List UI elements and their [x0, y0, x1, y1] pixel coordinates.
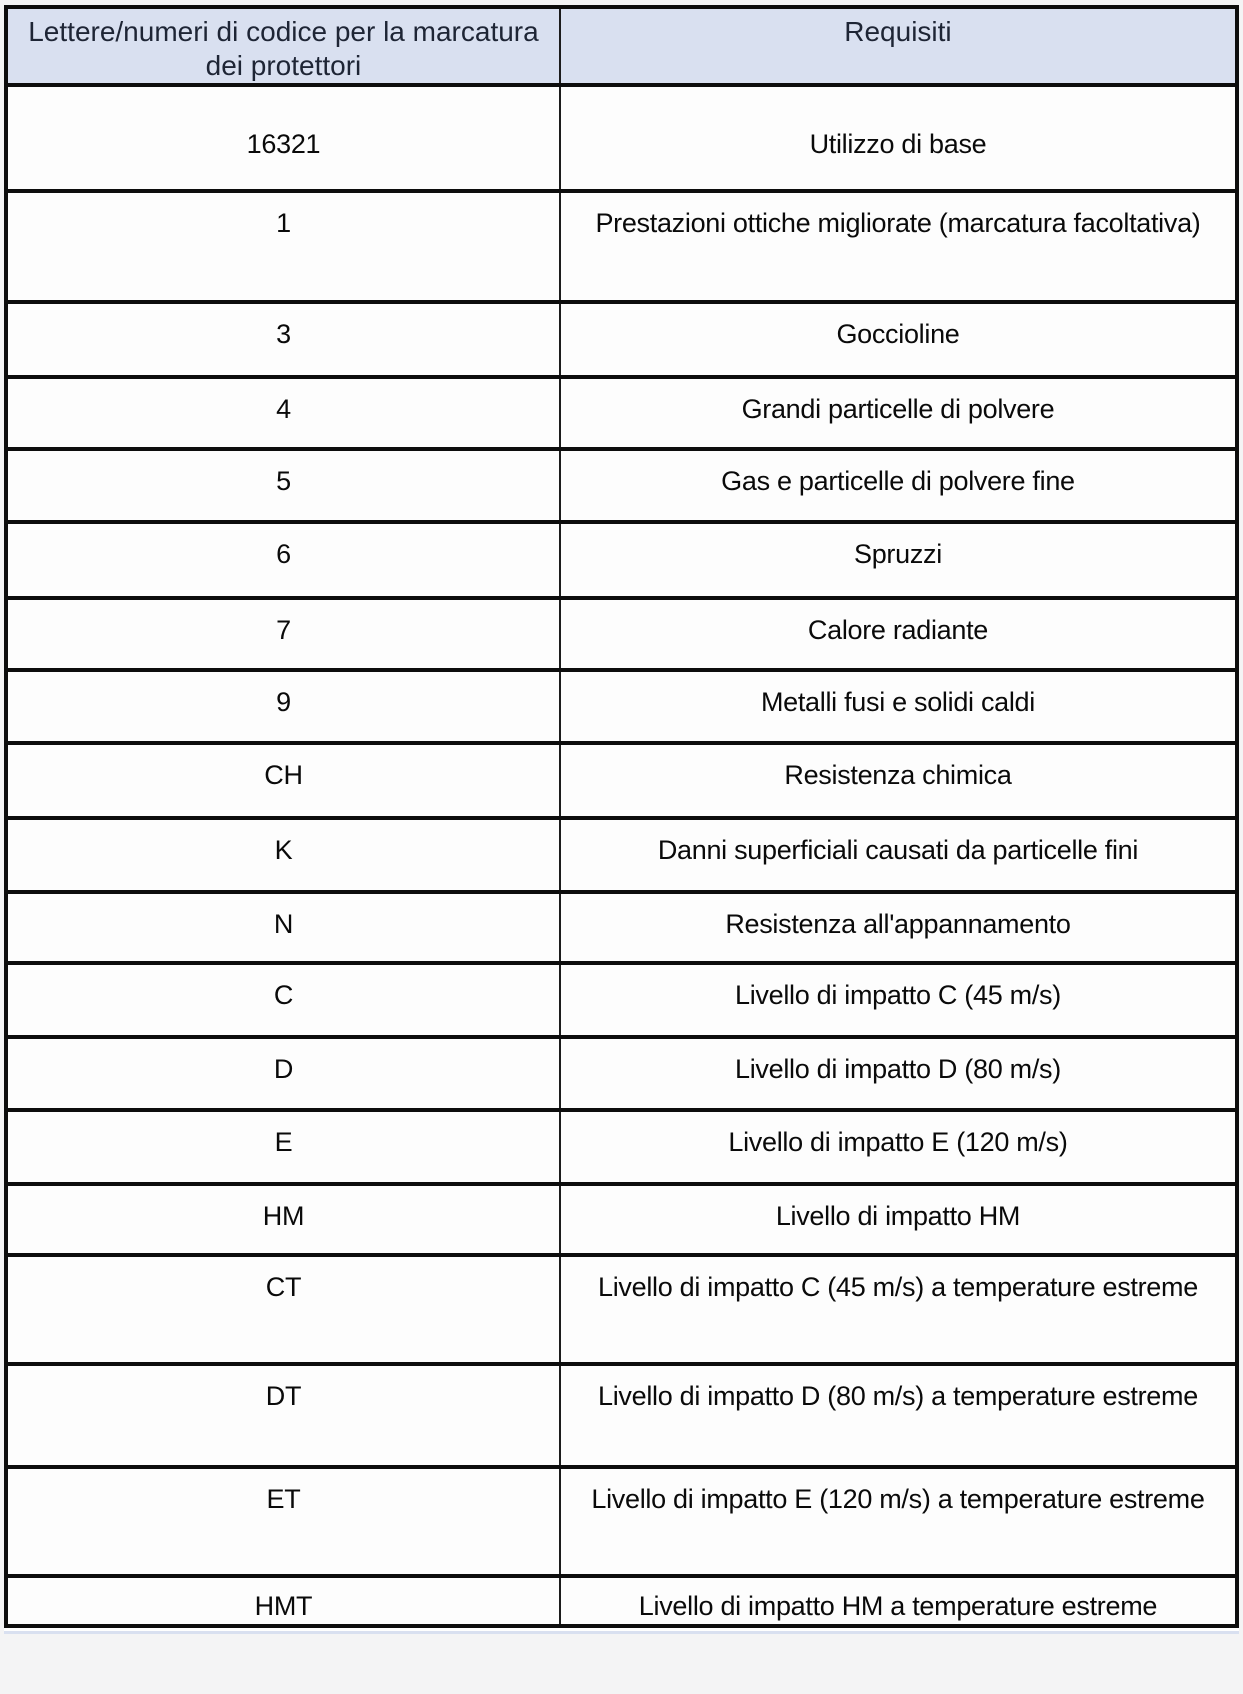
table-row	[6, 892, 1237, 963]
code-cell: C	[6, 963, 560, 1037]
requirement-cell: Utilizzo di base	[560, 85, 1237, 191]
next-table-edge	[4, 1631, 1239, 1634]
code-cell: K	[6, 818, 560, 892]
code-cell: HMT	[6, 1576, 560, 1626]
code-cell: N	[6, 892, 560, 963]
requirement-cell: Gas e particelle di polvere fine	[560, 449, 1237, 522]
requirement-cell: Livello di impatto C (45 m/s)	[560, 963, 1237, 1037]
requirement-cell: Grandi particelle di polvere	[560, 377, 1237, 449]
requirement-cell: Livello di impatto HM a temperature estreme	[560, 1576, 1237, 1626]
table-row	[6, 449, 1237, 522]
code-cell: CT	[6, 1255, 560, 1364]
requirement-cell: Livello di impatto E (120 m/s) a temperature estreme	[560, 1467, 1237, 1576]
requirement-cell: Livello di impatto E (120 m/s)	[560, 1110, 1237, 1184]
code-cell: CH	[6, 743, 560, 818]
table-row	[6, 191, 1237, 302]
table-row	[6, 1364, 1237, 1467]
table-row	[6, 377, 1237, 449]
table-row	[6, 598, 1237, 670]
header-codes-column: Lettere/numeri di codice per la marcatura dei protettori	[6, 7, 560, 85]
header-row	[6, 7, 1237, 85]
code-cell: DT	[6, 1364, 560, 1467]
requirement-cell: Danni superficiali causati da particelle fini	[560, 818, 1237, 892]
table-row	[6, 1255, 1237, 1364]
marking-codes-table	[4, 5, 1239, 1628]
code-cell: 9	[6, 670, 560, 743]
table-row	[6, 1184, 1237, 1255]
requirement-cell: Resistenza all'appannamento	[560, 892, 1237, 963]
code-cell: 6	[6, 522, 560, 598]
requirement-cell: Resistenza chimica	[560, 743, 1237, 818]
requirement-cell: Calore radiante	[560, 598, 1237, 670]
requirement-cell: Spruzzi	[560, 522, 1237, 598]
table-body	[6, 85, 1237, 1626]
code-cell: 1	[6, 191, 560, 302]
table-row	[6, 818, 1237, 892]
table-row	[6, 963, 1237, 1037]
header-requisiti-column: Requisiti	[560, 7, 1237, 85]
table-row	[6, 1037, 1237, 1110]
table-row	[6, 743, 1237, 818]
table-row	[6, 522, 1237, 598]
code-cell: 3	[6, 302, 560, 377]
code-cell: 16321	[6, 85, 560, 191]
requirement-cell: Metalli fusi e solidi caldi	[560, 670, 1237, 743]
code-cell: D	[6, 1037, 560, 1110]
table-row	[6, 1576, 1237, 1626]
code-cell: 7	[6, 598, 560, 670]
requirement-cell: Livello di impatto D (80 m/s)	[560, 1037, 1237, 1110]
requirement-cell: Livello di impatto C (45 m/s) a temperature estreme	[560, 1255, 1237, 1364]
table-row	[6, 670, 1237, 743]
table-row	[6, 1467, 1237, 1576]
table-row	[6, 85, 1237, 191]
code-cell: ET	[6, 1467, 560, 1576]
requirement-cell: Goccioline	[560, 302, 1237, 377]
code-cell: E	[6, 1110, 560, 1184]
requirement-cell: Prestazioni ottiche migliorate (marcatura facoltativa)	[560, 191, 1237, 302]
requirement-cell: Livello di impatto HM	[560, 1184, 1237, 1255]
code-cell: HM	[6, 1184, 560, 1255]
code-cell: 4	[6, 377, 560, 449]
table-row	[6, 302, 1237, 377]
table-row	[6, 1110, 1237, 1184]
requirement-cell: Livello di impatto D (80 m/s) a temperature estreme	[560, 1364, 1237, 1467]
code-cell: 5	[6, 449, 560, 522]
